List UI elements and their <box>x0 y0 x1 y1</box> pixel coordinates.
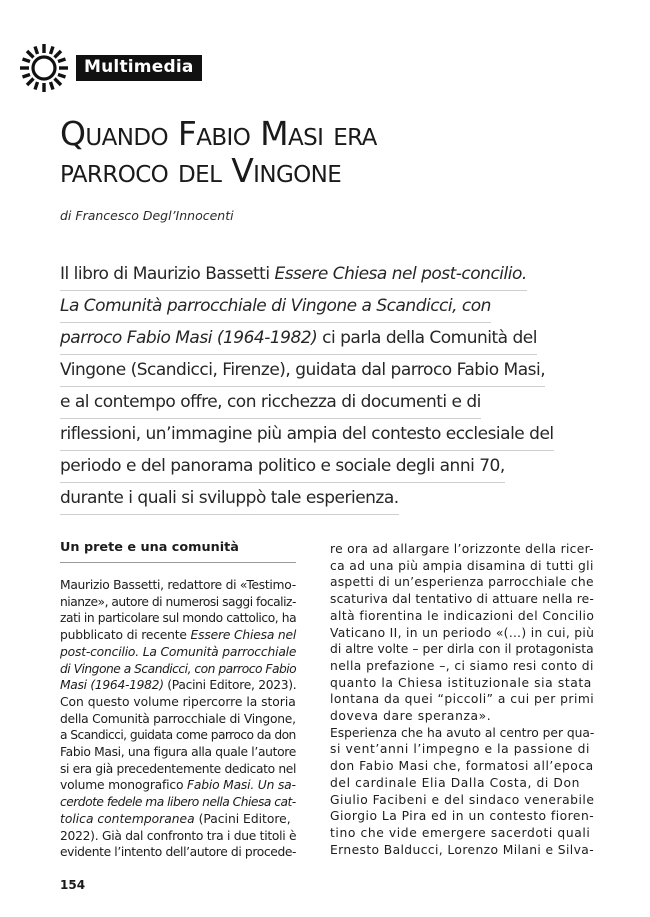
lead-text-run: La Comunità parrocchiale di Vingone a Scandicci, con <box>60 296 491 316</box>
lead-line <box>60 259 580 291</box>
left-column-line <box>60 610 296 627</box>
right-column-text-run: nella prefazione –, ci siamo resi conto di <box>330 658 594 673</box>
left-column-line <box>60 694 296 711</box>
right-column-line <box>330 558 594 575</box>
right-column-line <box>330 842 595 859</box>
right-column-text-run: Vaticano II, in un periodo «(…) in cui, più <box>330 625 595 640</box>
right-column-line <box>330 792 595 809</box>
left-column-text-run: a Scandicci, guidata come parroco da don <box>60 728 296 743</box>
right-column-text-run: scaturiva dal tentativo di attuare nella re- <box>330 592 594 607</box>
right-column-text-run: Giorgio La Pira ed in un contesto fioren- <box>330 809 595 824</box>
right-column-line <box>330 741 590 758</box>
right-column-text-run: re ora ad allargare l’orizzonte della ricer- <box>330 542 594 556</box>
subheading: Un prete e una comunità <box>60 540 296 563</box>
left-column-text-run: (Pacini Editore, 2023). <box>163 678 297 693</box>
left-column-text <box>60 577 296 861</box>
left-column-text-run: Maurizio Bassetti, redattore di «Testimo- <box>60 578 296 592</box>
left-column-text-run: si era già precedentemente dedicato nel <box>60 761 297 776</box>
right-column-text-run: aspetti di un’esperienza parrocchiale che <box>330 575 594 590</box>
lead-line <box>60 355 580 387</box>
left-column-line <box>60 594 296 611</box>
lead-line-text <box>60 387 481 419</box>
lead-line <box>60 323 580 355</box>
lead-text-run: Vingone (Scandicci, Firenze), guidata dal parroco Fabio Masi, <box>60 360 546 380</box>
left-column-text-run: Fabio Masi, una figura alla quale l’autore <box>60 745 296 760</box>
left-column-text-run: nianze», autore di numerosi saggi focaliz- <box>60 594 296 609</box>
article-title <box>60 115 620 189</box>
right-column-text <box>330 541 595 858</box>
right-column-text-run: Esperienza che ha avuto al centro per qua- <box>330 725 595 740</box>
left-column-text-run: (Pacini Editore, <box>194 811 291 826</box>
right-column-text-run: di altre volte – per dirla con il protagonista <box>330 642 594 657</box>
left-column-text-run: Masi (1964-1982) <box>60 678 164 693</box>
left-column-line <box>60 727 296 744</box>
lead-text-run: riflessioni, un’immagine più ampia del contesto ecclesiale del <box>60 424 554 444</box>
right-column-line <box>330 591 594 608</box>
left-column-line <box>60 627 296 644</box>
left-column-line <box>60 711 296 728</box>
right-column-line <box>330 708 566 725</box>
lead-line <box>60 387 580 419</box>
lead-line-text <box>60 323 537 355</box>
left-column-line <box>60 744 296 761</box>
right-column-line <box>330 574 594 591</box>
right-column-text-run: Ernesto Balducci, Lorenzo Milani e Silva- <box>330 842 595 857</box>
lead-text-run: e al contempo offre, con ricchezza di documenti e di <box>60 392 481 412</box>
left-column-line <box>60 794 296 811</box>
left-column-line <box>60 644 296 661</box>
left-column-text-run: tolica contemporanea <box>60 811 195 826</box>
lead-line <box>60 291 580 323</box>
right-column-text-run: tino che vide emergere sacerdoti quali <box>330 825 591 840</box>
lead-line-text <box>60 355 545 387</box>
left-column-line <box>60 777 296 794</box>
right-column-line <box>330 758 594 775</box>
right-column-line <box>330 625 595 642</box>
page-number: 154 <box>60 878 86 892</box>
left-column-text-run: della Comunità parrocchiale di Vingone, <box>60 711 296 726</box>
left-column <box>60 540 296 861</box>
right-column-text-run: lontana da quei “piccoli” a cui per primi <box>330 692 595 707</box>
right-column-line <box>330 775 581 792</box>
left-column-text-run: 2022). Già dal confronto tra i due titoli è <box>60 828 297 843</box>
left-column-line <box>60 577 296 594</box>
left-column-line <box>60 811 296 828</box>
lead-line-text <box>60 451 505 483</box>
right-column-line <box>330 675 592 692</box>
section-tag: Multimedia <box>76 55 202 81</box>
section-header <box>18 40 202 96</box>
left-column-text-run: post-concilio. La Comunità parrocchiale <box>60 644 297 659</box>
lead-line <box>60 483 580 515</box>
right-column-text-run: doveva dare speranza». <box>330 709 492 724</box>
right-column-text-run: quanto la Chiesa istituzionale sia stata <box>330 675 592 690</box>
right-column-text-run: si vent’anni l’impegno e la passione di <box>330 742 590 757</box>
left-column-text-run: cerdote fedele ma libero nella Chiesa cat- <box>60 795 296 810</box>
left-column-text-run: Fabio Masi. Un sa- <box>187 778 296 793</box>
left-column-text-run: zati in particolare sul mondo cattolico, ha <box>60 611 297 626</box>
left-column-line <box>60 661 296 678</box>
right-column-line <box>330 808 595 825</box>
sun-icon <box>18 42 70 94</box>
lead-text-run: parroco Fabio Masi (1964-1982) <box>60 328 318 348</box>
right-column-line <box>330 608 595 625</box>
lead-line-text <box>60 291 491 323</box>
right-column-text-run: don Fabio Masi che, formatosi all’epoca <box>330 759 594 774</box>
left-column-line <box>60 761 296 778</box>
left-column-line <box>60 677 296 694</box>
lead-text-run: Essere Chiesa nel post-concilio. <box>274 264 527 284</box>
left-column-line <box>60 844 296 861</box>
right-column-line <box>330 725 595 742</box>
right-column-line <box>330 541 594 558</box>
byline: di Francesco Degl’Innocenti <box>60 208 234 223</box>
lead-line <box>60 419 580 451</box>
left-column-text-run: di Vingone a Scandicci, con parroco Fabio <box>60 661 297 676</box>
right-column-line <box>330 658 594 675</box>
right-column-text-run: altà fiorentina le indicazioni del Concilio <box>330 608 595 623</box>
right-column-text-run: ca ad una più ampia disamina di tutti gli <box>330 558 594 573</box>
lead-text-run: periodo e del panorama politico e sociale degli anni 70, <box>60 456 505 476</box>
left-column-line <box>60 828 296 845</box>
left-column-text-run: Con questo volume ripercorre la storia <box>60 694 296 709</box>
right-column-text-run: Giulio Facibeni e del sindaco venerabile <box>330 792 595 807</box>
right-column <box>330 541 595 858</box>
left-column-text-run: Essere Chiesa nel <box>190 628 297 643</box>
right-column-line <box>330 825 591 842</box>
lead-text-run: durante i quali si sviluppò tale esperienza. <box>60 488 399 508</box>
right-column-text-run: del cardinale Elia Dalla Costa, di Don <box>330 775 581 790</box>
lead-text-run: Il libro di Maurizio Bassetti <box>60 264 275 284</box>
lead-line <box>60 451 580 483</box>
left-column-text-run: pubblicato di recente <box>60 628 191 643</box>
right-column-line <box>330 641 594 658</box>
lead-paragraph <box>60 259 580 515</box>
lead-line-text <box>60 419 554 451</box>
title-line: parroco del Vingone <box>60 151 342 190</box>
lead-line-text <box>60 259 527 291</box>
right-column-line <box>330 691 595 708</box>
lead-line-text <box>60 483 399 515</box>
title-line: Quando Fabio Masi era <box>60 114 377 153</box>
lead-text-run: ci parla della Comunità del <box>317 328 537 348</box>
left-column-text-run: evidente l’intento dell’autore di procede- <box>60 845 297 860</box>
left-column-text-run: volume monografico <box>60 778 188 793</box>
